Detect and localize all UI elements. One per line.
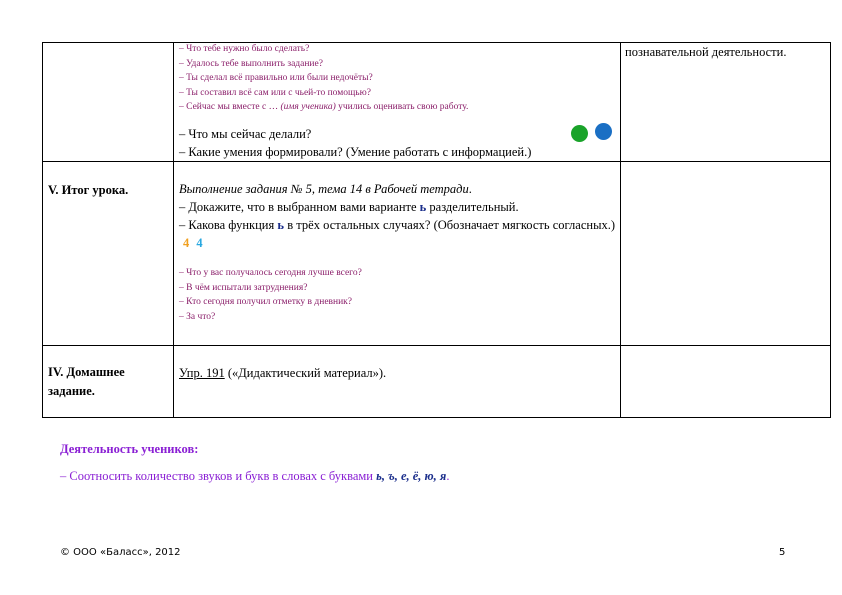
page-number: 5 <box>779 547 786 558</box>
row-divider-2 <box>42 345 831 346</box>
activity-heading: Деятельность учеников: <box>60 442 199 456</box>
column-divider-2 <box>620 42 621 418</box>
question-suffix: учились оценивать свою работу. <box>335 102 469 112</box>
row1-right-cell: познавательной деятельности. <box>625 45 787 59</box>
blue-dot-icon <box>595 123 612 140</box>
score-badge: 4 <box>183 236 190 250</box>
text: – Соотносить количество звуков и букв в словах с буквами <box>60 469 377 483</box>
exercise-rest: («Дидактический материал»). <box>224 366 387 380</box>
stage-label: V. Итог урока. <box>48 183 129 197</box>
task-title-text: Выполнение задания № 5, тема 14 в Рабочей тетради <box>179 182 469 196</box>
text: . <box>446 469 450 483</box>
copyright: © ООО «Баласс», 2012 <box>60 547 181 558</box>
reflection-question: – Ты сделал всё правильно или были недочёты? <box>179 73 373 83</box>
reflection-question: – В чём испытали затруднения? <box>179 282 308 293</box>
reflection-question: – За что? <box>179 311 216 322</box>
reflection-question: – Удалось тебе выполнить задание? <box>179 58 323 69</box>
column-divider-1 <box>173 42 174 418</box>
task-title-end: . <box>468 182 472 196</box>
homework-cell <box>179 364 615 382</box>
soft-sign: ь <box>419 200 427 214</box>
reflection-question-last <box>179 100 615 115</box>
score-badge: 4 <box>196 236 203 250</box>
row-divider-1 <box>42 161 831 162</box>
task-line <box>179 216 615 252</box>
reflection-question: – Что у вас получалось сегодня лучше всего? <box>179 268 362 278</box>
activity-text <box>60 469 449 484</box>
row2-content-cell <box>179 180 615 324</box>
text: разделительный. <box>426 200 519 214</box>
reflection-question: – Что тебе нужно было сделать? <box>179 44 310 54</box>
text: в трёх остальных случаях? (Обозначает мягкость согласных.) <box>284 218 616 232</box>
text: – Какова функция <box>179 218 278 232</box>
exercise-link[interactable]: Упр. 191 <box>179 366 225 380</box>
task-title <box>179 180 615 198</box>
text: – Докажите, что в выбранном вами варианте <box>179 200 420 214</box>
stage-label: IV. Домашнее задание. <box>48 365 125 398</box>
row1-content-cell <box>179 42 615 161</box>
soft-sign: ь <box>277 218 285 232</box>
task-line <box>179 198 615 216</box>
summary-question: – Какие умения формировали? (Умение работать с информацией.) <box>179 144 532 159</box>
letters-list: ь, ъ, е, ё, ю, я <box>376 469 447 483</box>
reflection-question: – Ты составил всё сам или с чьей-то помощью? <box>179 87 371 98</box>
question-prefix: – Сейчас мы вместе с … <box>179 102 281 112</box>
student-name-placeholder: (имя ученика) <box>280 102 336 112</box>
summary-question: – Что мы сейчас делали? <box>179 126 312 141</box>
reflection-question: – Кто сегодня получил отметку в дневник? <box>179 297 353 307</box>
green-dot-icon <box>571 125 588 142</box>
